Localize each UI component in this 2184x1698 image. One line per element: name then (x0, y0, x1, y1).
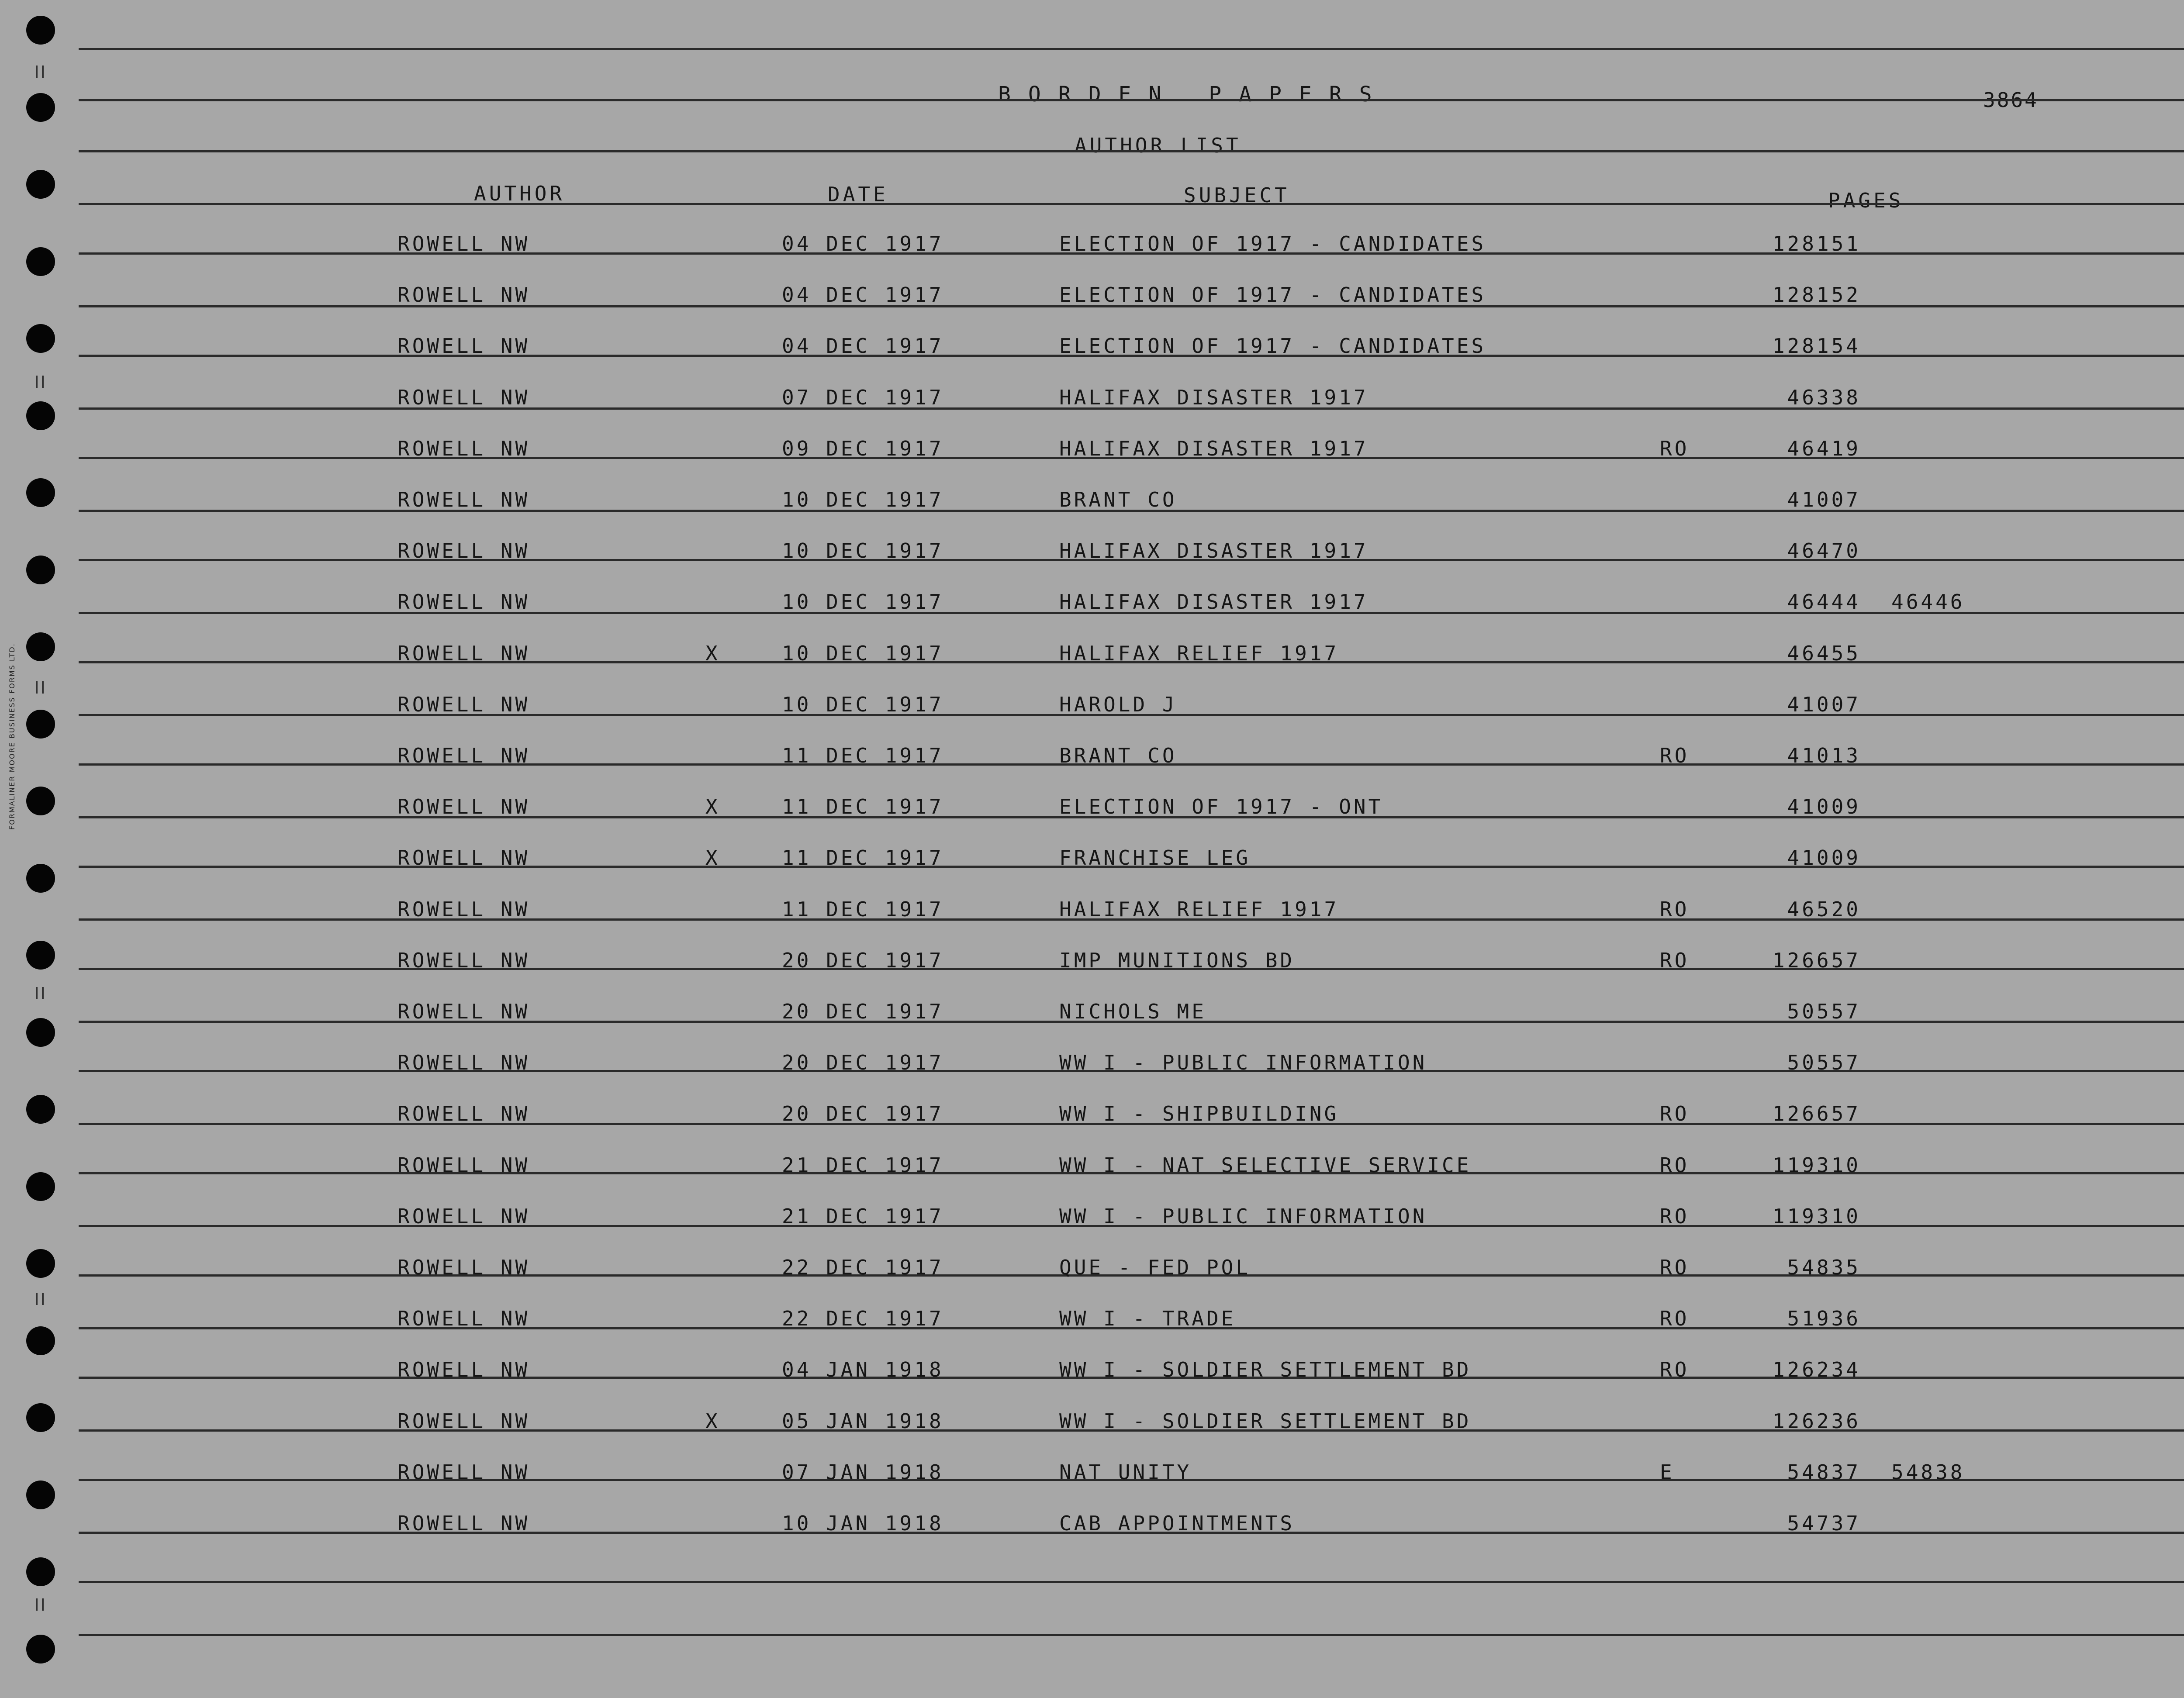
cell-date: 11 DEC 1917 (782, 795, 944, 819)
cell-date: 10 DEC 1917 (782, 488, 944, 511)
cell-date: 04 DEC 1917 (782, 334, 944, 358)
cell-date: 07 JAN 1918 (782, 1460, 944, 1484)
cell-pages: 46338 (1787, 385, 1861, 409)
cell-pages: 128154 (1772, 334, 1861, 358)
table-row (0, 234, 2184, 260)
column-header-subject: SUBJECT (1184, 183, 1290, 207)
cell-date: 22 DEC 1917 (782, 1256, 944, 1279)
table-row (0, 1206, 2184, 1232)
cell-subject: FRANCHISE LEG (1059, 846, 1251, 870)
cell-author: ROWELL NW (397, 1307, 530, 1331)
feed-hole (26, 1635, 55, 1663)
cell-flag: X (705, 641, 720, 665)
cell-pages: 128151 (1772, 232, 1861, 255)
cell-flag: X (705, 846, 720, 870)
document-subtitle: AUTHOR LIST (1075, 134, 1241, 157)
cell-pages: 54737 (1787, 1512, 1861, 1535)
cell-subject: BRANT CO (1059, 744, 1177, 767)
form-imprint-text: FORMALINER MOORE BUSINESS FORMS LTD. (8, 643, 16, 830)
cell-author: ROWELL NW (397, 744, 530, 767)
cell-date: 20 DEC 1917 (782, 1000, 944, 1023)
feed-hole (26, 170, 55, 199)
cell-date: 21 DEC 1917 (782, 1204, 944, 1228)
table-row (0, 1411, 2184, 1437)
cell-author: ROWELL NW (397, 692, 530, 716)
cell-code: RO (1660, 897, 1690, 921)
feed-hole (26, 93, 55, 122)
cell-code: RO (1660, 948, 1690, 972)
cell-date: 10 DEC 1917 (782, 692, 944, 716)
cell-pages: 54837 (1787, 1460, 1861, 1484)
cell-subject: WW I - PUBLIC INFORMATION (1059, 1051, 1427, 1075)
cell-author: ROWELL NW (397, 1051, 530, 1075)
cell-pages: 50557 (1787, 1000, 1861, 1023)
cell-date: 09 DEC 1917 (782, 436, 944, 460)
cell-author: ROWELL NW (397, 232, 530, 255)
perforation-mark (36, 66, 44, 78)
cell-code: RO (1660, 1256, 1690, 1279)
cell-author: ROWELL NW (397, 1000, 530, 1023)
cell-flag: X (705, 1409, 720, 1433)
cell-date: 04 JAN 1918 (782, 1358, 944, 1382)
cell-date: 21 DEC 1917 (782, 1153, 944, 1177)
cell-pages: 126657 (1772, 948, 1861, 972)
table-row (0, 1513, 2184, 1539)
page-number: 3864 (1983, 88, 2039, 112)
cell-pages: 41009 (1787, 795, 1861, 819)
cell-subject: HALIFAX DISASTER 1917 (1059, 539, 1368, 563)
cell-pages: 126234 (1772, 1358, 1861, 1382)
perforation-mark (36, 987, 44, 999)
perforation-mark (36, 681, 44, 694)
cell-pages: 128152 (1772, 283, 1861, 307)
cell-date: 04 DEC 1917 (782, 232, 944, 255)
table-row (0, 899, 2184, 925)
ruled-line (79, 1581, 2184, 1583)
table-row (0, 541, 2184, 567)
cell-date: 22 DEC 1917 (782, 1307, 944, 1331)
table-row (0, 387, 2184, 414)
cell-author: ROWELL NW (397, 590, 530, 614)
ruled-line (79, 99, 2184, 101)
cell-author: ROWELL NW (397, 334, 530, 358)
table-row (0, 1308, 2184, 1335)
cell-pages2: 46446 (1891, 590, 1965, 614)
cell-author: ROWELL NW (397, 1153, 530, 1177)
cell-author: ROWELL NW (397, 1460, 530, 1484)
table-row (0, 643, 2184, 670)
cell-subject: WW I - SOLDIER SETTLEMENT BD (1059, 1358, 1472, 1382)
cell-pages: 41009 (1787, 846, 1861, 870)
table-row (0, 1053, 2184, 1079)
table-row (0, 592, 2184, 618)
cell-pages: 41007 (1787, 692, 1861, 716)
cell-date: 07 DEC 1917 (782, 385, 944, 409)
cell-date: 11 DEC 1917 (782, 897, 944, 921)
cell-date: 11 DEC 1917 (782, 846, 944, 870)
table-row (0, 1462, 2184, 1488)
table-row (0, 797, 2184, 823)
cell-subject: ELECTION OF 1917 - ONT (1059, 795, 1383, 819)
cell-code: RO (1660, 1358, 1690, 1382)
cell-author: ROWELL NW (397, 1358, 530, 1382)
cell-subject: NICHOLS ME (1059, 1000, 1206, 1023)
cell-pages: 119310 (1772, 1153, 1861, 1177)
table-row (0, 950, 2184, 977)
cell-pages: 119310 (1772, 1204, 1861, 1228)
cell-subject: ELECTION OF 1917 - CANDIDATES (1059, 334, 1486, 358)
cell-code: E (1660, 1460, 1675, 1484)
cell-pages: 50557 (1787, 1051, 1861, 1075)
cell-subject: ELECTION OF 1917 - CANDIDATES (1059, 232, 1486, 255)
cell-author: ROWELL NW (397, 1512, 530, 1535)
cell-author: ROWELL NW (397, 948, 530, 972)
cell-author: ROWELL NW (397, 539, 530, 563)
cell-subject: WW I - SHIPBUILDING (1059, 1102, 1339, 1126)
cell-pages: 41007 (1787, 488, 1861, 511)
cell-pages: 126657 (1772, 1102, 1861, 1126)
cell-date: 20 DEC 1917 (782, 1102, 944, 1126)
cell-subject: ELECTION OF 1917 - CANDIDATES (1059, 283, 1486, 307)
cell-code: RO (1660, 1153, 1690, 1177)
cell-subject: WW I - PUBLIC INFORMATION (1059, 1204, 1427, 1228)
cell-pages: 46455 (1787, 641, 1861, 665)
cell-pages: 41013 (1787, 744, 1861, 767)
cell-subject: WW I - SOLDIER SETTLEMENT BD (1059, 1409, 1472, 1433)
table-row (0, 1001, 2184, 1028)
cell-pages: 46419 (1787, 436, 1861, 460)
table-row (0, 336, 2184, 362)
cell-subject: WW I - TRADE (1059, 1307, 1236, 1331)
cell-pages2: 54838 (1891, 1460, 1965, 1484)
cell-author: ROWELL NW (397, 795, 530, 819)
cell-author: ROWELL NW (397, 283, 530, 307)
cell-date: 20 DEC 1917 (782, 1051, 944, 1075)
cell-author: ROWELL NW (397, 1102, 530, 1126)
cell-date: 10 DEC 1917 (782, 641, 944, 665)
table-row (0, 285, 2184, 311)
table-row (0, 694, 2184, 721)
cell-code: RO (1660, 436, 1690, 460)
table-row (0, 438, 2184, 465)
cell-subject: HAROLD J (1059, 692, 1177, 716)
cell-subject: IMP MUNITIONS BD (1059, 948, 1295, 972)
cell-date: 04 DEC 1917 (782, 283, 944, 307)
cell-subject: HALIFAX DISASTER 1917 (1059, 590, 1368, 614)
cell-code: RO (1660, 1102, 1690, 1126)
cell-author: ROWELL NW (397, 846, 530, 870)
cell-pages: 51936 (1787, 1307, 1861, 1331)
perforation-mark (36, 376, 44, 388)
ruled-line (79, 1634, 2184, 1636)
cell-subject: HALIFAX DISASTER 1917 (1059, 436, 1368, 460)
cell-author: ROWELL NW (397, 1256, 530, 1279)
table-row (0, 745, 2184, 772)
table-row (0, 1155, 2184, 1181)
cell-date: 05 JAN 1918 (782, 1409, 944, 1433)
cell-code: RO (1660, 1204, 1690, 1228)
cell-date: 11 DEC 1917 (782, 744, 944, 767)
feed-hole (26, 1557, 55, 1586)
column-header-date: DATE (828, 183, 888, 206)
cell-date: 10 JAN 1918 (782, 1512, 944, 1535)
table-row (0, 490, 2184, 516)
table-row (0, 848, 2184, 874)
table-row (0, 1104, 2184, 1130)
cell-subject: BRANT CO (1059, 488, 1177, 511)
cell-author: ROWELL NW (397, 897, 530, 921)
cell-subject: HALIFAX RELIEF 1917 (1059, 641, 1339, 665)
document-title: BORDEN PAPERS (998, 82, 1389, 107)
ruled-line (79, 203, 2184, 205)
cell-author: ROWELL NW (397, 1204, 530, 1228)
cell-pages: 46470 (1787, 539, 1861, 563)
table-row (0, 1257, 2184, 1284)
cell-subject: NAT UNITY (1059, 1460, 1192, 1484)
cell-pages: 46520 (1787, 897, 1861, 921)
table-row (0, 1360, 2184, 1386)
cell-code: RO (1660, 1307, 1690, 1331)
cell-flag: X (705, 795, 720, 819)
cell-subject: CAB APPOINTMENTS (1059, 1512, 1295, 1535)
cell-pages: 46444 (1787, 590, 1861, 614)
feed-hole (26, 16, 55, 45)
cell-code: RO (1660, 744, 1690, 767)
cell-author: ROWELL NW (397, 641, 530, 665)
cell-date: 20 DEC 1917 (782, 948, 944, 972)
cell-pages: 126236 (1772, 1409, 1861, 1433)
cell-subject: HALIFAX RELIEF 1917 (1059, 897, 1339, 921)
cell-author: ROWELL NW (397, 488, 530, 511)
cell-subject: WW I - NAT SELECTIVE SERVICE (1059, 1153, 1472, 1177)
column-header-author: AUTHOR (474, 182, 565, 205)
cell-subject: HALIFAX DISASTER 1917 (1059, 385, 1368, 409)
cell-author: ROWELL NW (397, 436, 530, 460)
ruled-line (79, 150, 2184, 152)
cell-date: 10 DEC 1917 (782, 590, 944, 614)
cell-subject: QUE - FED POL (1059, 1256, 1251, 1279)
column-header-pages: PAGES (1828, 189, 1904, 212)
perforation-mark (36, 1293, 44, 1305)
cell-pages: 54835 (1787, 1256, 1861, 1279)
cell-author: ROWELL NW (397, 385, 530, 409)
cell-author: ROWELL NW (397, 1409, 530, 1433)
cell-date: 10 DEC 1917 (782, 539, 944, 563)
ruled-line (79, 48, 2184, 50)
perforation-mark (36, 1598, 44, 1611)
